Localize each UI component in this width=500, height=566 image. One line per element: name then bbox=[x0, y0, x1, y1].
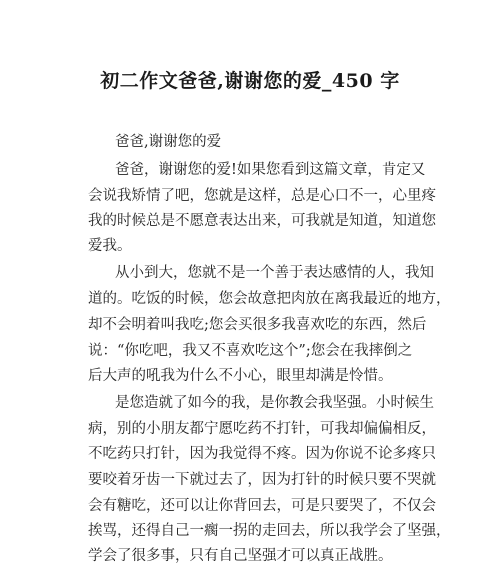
paragraph-line: 会有糖吃，还可以让你背回去，可是只要哭了，不仅会 bbox=[88, 498, 436, 514]
paragraph-line: 后大声的吼我为什么不小心，眼里却满是怜惜。 bbox=[88, 368, 393, 384]
paragraph-line: 说：“你吃吧，我又不喜欢吃这个”;您会在我摔倒之 bbox=[88, 343, 413, 359]
paragraph-line: 要咬着牙齿一下就过去了，因为打针的时候只要不哭就 bbox=[88, 472, 436, 488]
paragraph-line: 道的。吃饭的时候，您会故意把肉放在离我最近的地方， bbox=[88, 291, 451, 307]
paragraph-line: 会说我矫情了吧，您就是这样，总是心口不一，心里疼 bbox=[88, 188, 436, 204]
paragraph-line: 爸爸，谢谢您的爱!如果您看到这篇文章，肯定又 bbox=[115, 162, 426, 178]
paragraph-line: 爱我。 bbox=[88, 238, 132, 254]
paragraph-line: 却不会明着叫我吃;您会买很多我喜欢吃的东西，然后 bbox=[88, 317, 427, 333]
document-title: 初二作文爸爸,谢谢您的爱_450 字 bbox=[100, 70, 400, 92]
paragraph-line: 从小到大，您就不是一个善于表达感情的人，我知 bbox=[115, 265, 434, 281]
paragraph-line: 挨骂，还得自己一瘸一拐的走回去，所以我学会了坚强， bbox=[88, 523, 451, 539]
paragraph-line: 病，别的小朋友都宁愿吃药不打针，可我却偏偏相反， bbox=[88, 421, 436, 437]
paragraph-line: 爸爸,谢谢您的爱 bbox=[115, 134, 222, 150]
paragraph-line: 是您造就了如今的我，是你教会我坚强。小时候生 bbox=[115, 395, 434, 411]
paragraph-line: 不吃药只打针，因为我觉得不疼。因为你说不论多疼只 bbox=[88, 446, 436, 462]
paragraph-line: 学会了很多事，只有自己坚强才可以真正战胜。 bbox=[88, 548, 393, 564]
paragraph-line: 我的时候总是不愿意表达出来，可我就是知道，知道您 bbox=[88, 213, 436, 229]
